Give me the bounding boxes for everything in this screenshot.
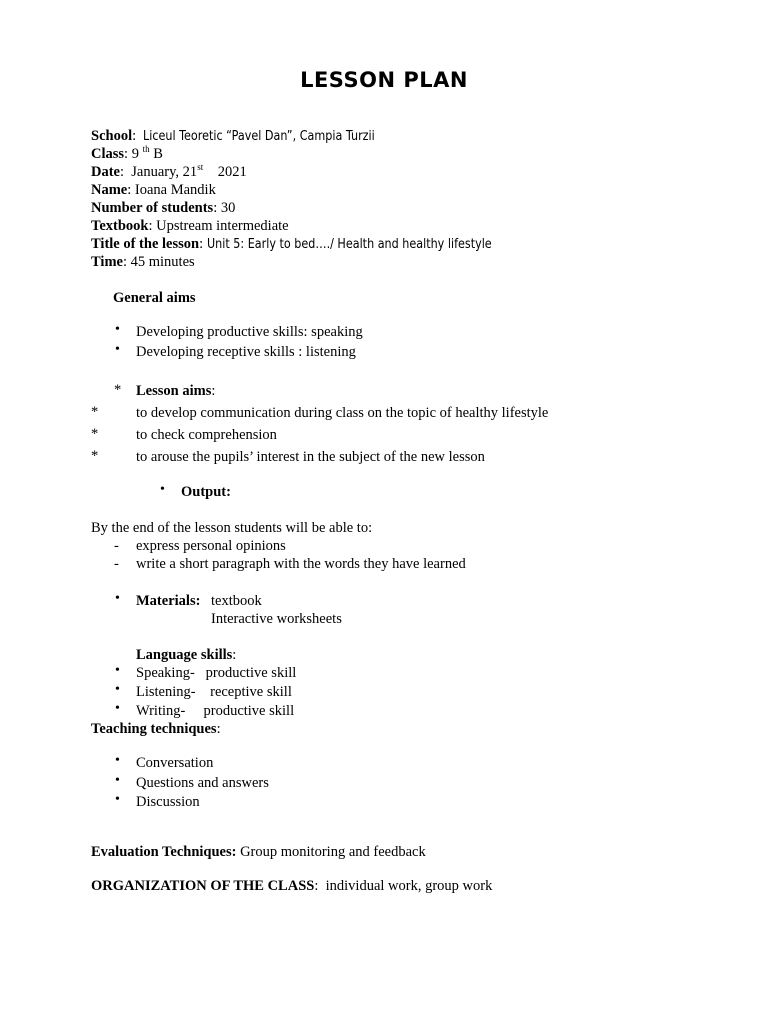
name-value: Ioana Mandik bbox=[134, 182, 216, 198]
organization-label: ORGANIZATION OF THE CLASS bbox=[91, 878, 315, 894]
output-heading: Output: bbox=[181, 484, 231, 500]
bullet-icon: • bbox=[115, 322, 120, 337]
lesson-title-line: Title of the lesson: Unit 5: Early to bed…./ Health and healthy lifestyle bbox=[91, 236, 492, 252]
date-line: Date: January, 21st 2021 bbox=[91, 162, 247, 180]
output-item: express personal opinions bbox=[136, 538, 286, 554]
students-line: Number of students: 30 bbox=[91, 200, 236, 216]
lesson-aims-heading: Lesson aims: bbox=[136, 383, 216, 399]
date-day: January, 21 bbox=[131, 164, 198, 180]
students-value: 30 bbox=[220, 200, 236, 216]
materials-item: Interactive worksheets bbox=[211, 611, 342, 627]
evaluation-value: Group monitoring and feedback bbox=[240, 844, 426, 860]
school-label: School bbox=[91, 128, 133, 144]
lesson-aim-item: to check comprehension bbox=[136, 427, 277, 443]
lesson-aim-item: to arouse the pupils’ interest in the subject of the new lesson bbox=[136, 449, 485, 465]
students-label: Number of students bbox=[91, 200, 214, 216]
materials-heading: Materials: bbox=[136, 593, 201, 609]
general-aim-item: Developing receptive skills : listening bbox=[136, 344, 356, 360]
output-item: write a short paragraph with the words they have learned bbox=[136, 556, 466, 572]
school-value: Liceul Teoretic “Pavel Dan”, Campia Turzii bbox=[143, 129, 376, 144]
date-year: 2021 bbox=[217, 164, 247, 180]
page-title: LESSON PLAN bbox=[300, 68, 468, 92]
name-label: Name bbox=[91, 182, 128, 198]
textbook-line: Textbook: Upstream intermediate bbox=[91, 218, 289, 234]
date-label: Date bbox=[91, 164, 120, 180]
skill-item: Listening- receptive skill bbox=[136, 684, 292, 700]
output-intro: By the end of the lesson students will be able to: bbox=[91, 520, 373, 536]
date-superscript: st bbox=[197, 162, 204, 172]
language-skills-heading: Language skills: bbox=[136, 647, 237, 663]
asterisk-marker: * bbox=[114, 382, 122, 398]
class-number: 9 bbox=[131, 146, 139, 162]
bullet-icon: • bbox=[115, 342, 120, 357]
bullet-icon: • bbox=[115, 701, 120, 716]
asterisk-marker: * bbox=[91, 404, 99, 420]
organization-value: individual work, group work bbox=[325, 878, 493, 894]
class-label: Class bbox=[91, 146, 125, 162]
textbook-label: Textbook bbox=[91, 218, 149, 234]
lesson-title-value: Unit 5: Early to bed…./ Health and healthy lifestyle bbox=[206, 237, 492, 252]
materials-item: textbook bbox=[211, 593, 262, 609]
technique-item: Questions and answers bbox=[136, 775, 269, 791]
evaluation-line bbox=[91, 843, 426, 861]
school-line: School: Liceul Teoretic “Pavel Dan”, Campia Turzii bbox=[91, 128, 376, 144]
asterisk-marker: * bbox=[91, 426, 99, 442]
technique-item: Discussion bbox=[136, 794, 200, 810]
class-line: Class: 9 $^{th}$ B bbox=[91, 144, 163, 162]
evaluation-label: Evaluation Techniques: bbox=[91, 844, 237, 860]
lesson-aim-item: to develop communication during class on the topic of healthy lifestyle bbox=[136, 405, 549, 421]
general-aim-item: Developing productive skills: speaking bbox=[136, 324, 363, 340]
organization-line: ORGANIZATION OF THE CLASS: individual work, group work bbox=[91, 878, 493, 894]
bullet-icon: • bbox=[115, 663, 120, 678]
time-line: Time: 45 minutes bbox=[91, 254, 195, 270]
bullet-icon: • bbox=[115, 792, 120, 807]
bullet-icon: • bbox=[160, 482, 165, 497]
bullet-icon: • bbox=[115, 753, 120, 768]
class-superscript: th bbox=[142, 144, 150, 154]
bullet-icon: • bbox=[115, 682, 120, 697]
asterisk-marker: * bbox=[91, 448, 99, 464]
textbook-value: Upstream intermediate bbox=[156, 218, 289, 234]
class-letter: B bbox=[153, 146, 163, 162]
time-label: Time bbox=[91, 254, 123, 270]
bullet-icon: • bbox=[115, 591, 120, 606]
technique-item: Conversation bbox=[136, 755, 214, 771]
skill-item: Writing- productive skill bbox=[136, 703, 295, 719]
skill-item: Speaking- productive skill bbox=[136, 665, 297, 681]
teaching-techniques-heading: Teaching techniques: bbox=[91, 721, 221, 737]
lesson-title-label: Title of the lesson bbox=[91, 236, 200, 252]
name-line: Name: Ioana Mandik bbox=[91, 182, 216, 198]
dash-icon: - bbox=[114, 538, 119, 554]
general-aims-heading: General aims bbox=[113, 290, 196, 306]
time-value: 45 minutes bbox=[130, 254, 195, 270]
dash-icon: - bbox=[114, 556, 119, 572]
bullet-icon: • bbox=[115, 773, 120, 788]
